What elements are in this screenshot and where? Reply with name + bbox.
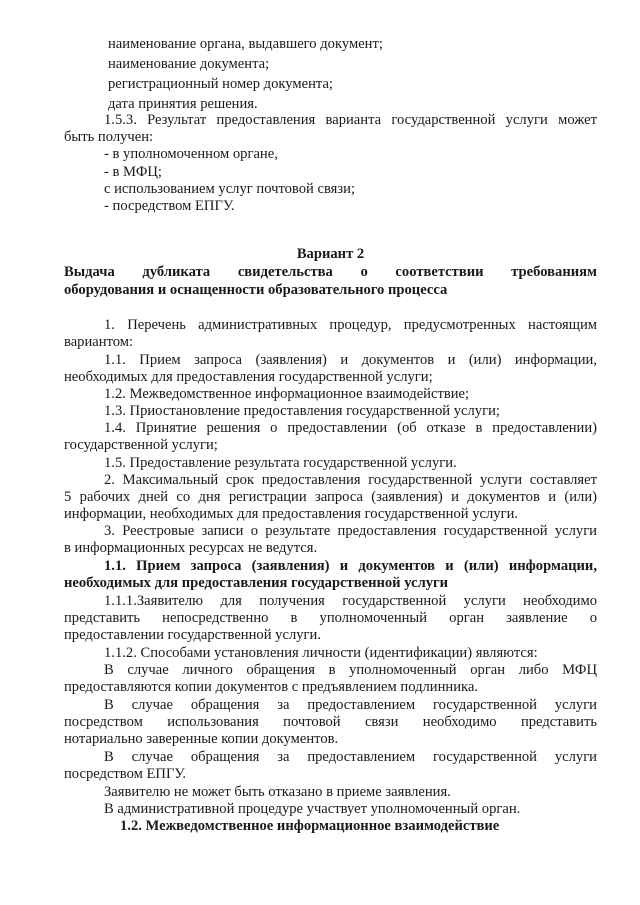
text-line: - в МФЦ; — [104, 164, 162, 180]
text-line: дата принятия решения. — [108, 96, 258, 112]
subsection-title: 1.1. Прием запроса (заявления) и документов и (или) информации, — [104, 558, 597, 574]
text-line: 1.1.1.Заявителю для получения государственной услуги необходимо — [104, 593, 597, 609]
text-line: информации, необходимых для предоставления государственной услуги. — [64, 506, 519, 522]
subsection-title: необходимых для предоставления государственной услуги — [64, 575, 449, 591]
text-line: - посредством ЕПГУ. — [104, 198, 235, 214]
text-line: 1.2. Межведомственное информационное взаимодействие; — [104, 386, 470, 402]
text-line: в информационных ресурсах не ведутся. — [64, 540, 318, 556]
text-line: посредством использования почтовой связи необходимо представить — [64, 714, 597, 730]
text-line: 1.3. Приостановление предоставления государственной услуги; — [104, 403, 500, 419]
text-line: регистрационный номер документа; — [108, 76, 333, 92]
text-line: нотариально заверенные копии документов. — [64, 731, 339, 747]
text-line: с использованием услуг почтовой связи; — [104, 181, 356, 197]
text-line: Заявителю не может быть отказано в приеме заявления. — [104, 784, 451, 800]
subsection-title: 1.2. Межведомственное информационное взаимодействие — [120, 818, 500, 834]
text-line: В случае обращения за предоставлением государственной услуги — [104, 697, 597, 713]
text-line: вариантом: — [64, 334, 134, 350]
text-line: наименование органа, выдавшего документ; — [108, 36, 383, 52]
text-line: 3. Реестровые записи о результате предоставления государственной услуги — [104, 523, 597, 539]
section-title: Выдача дубликата свидетельства о соответствии требованиям — [64, 264, 597, 280]
text-line: 1. Перечень административных процедур, предусмотренных настоящим — [104, 317, 597, 333]
section-title: оборудования и оснащенности образовательного процесса — [64, 282, 448, 298]
text-line: государственной услуги; — [64, 437, 218, 453]
text-line: 1.1.2. Способами установления личности (идентификации) являются: — [104, 645, 538, 661]
text-line: необходимых для предоставления государственной услуги; — [64, 369, 433, 385]
text-line: В административной процедуре участвует уполномоченный орган. — [104, 801, 521, 817]
text-line: посредством ЕПГУ. — [64, 766, 186, 782]
text-line: В случае личного обращения в уполномоченный орган либо МФЦ — [104, 662, 597, 678]
text-line: быть получен: — [64, 129, 154, 145]
text-line: предоставлении государственной услуги. — [64, 627, 321, 643]
text-line: 2. Максимальный срок предоставления государственной услуги составляет — [104, 472, 597, 488]
text-line: 1.5. Предоставление результата государственной услуги. — [104, 455, 457, 471]
text-line: предоставляются копии документов с предъявлением подлинника. — [64, 679, 479, 695]
text-line: наименование документа; — [108, 56, 270, 72]
text-line: представить непосредственно в уполномоченный орган заявление о — [64, 610, 597, 626]
text-line: 1.1. Прием запроса (заявления) и документов и (или) информации, — [104, 352, 597, 368]
text-line: 5 рабочих дней со дня регистрации запроса (заявления) и документов и (или) — [64, 489, 597, 505]
text-line: В случае обращения за предоставлением государственной услуги — [104, 749, 597, 765]
text-line: 1.5.3. Результат предоставления варианта государственной услуги может — [104, 112, 597, 128]
variant-heading: Вариант 2 — [296, 246, 365, 262]
text-line: 1.4. Принятие решения о предоставлении (об отказе в предоставлении) — [104, 420, 597, 436]
text-line: - в уполномоченном органе, — [104, 146, 278, 162]
